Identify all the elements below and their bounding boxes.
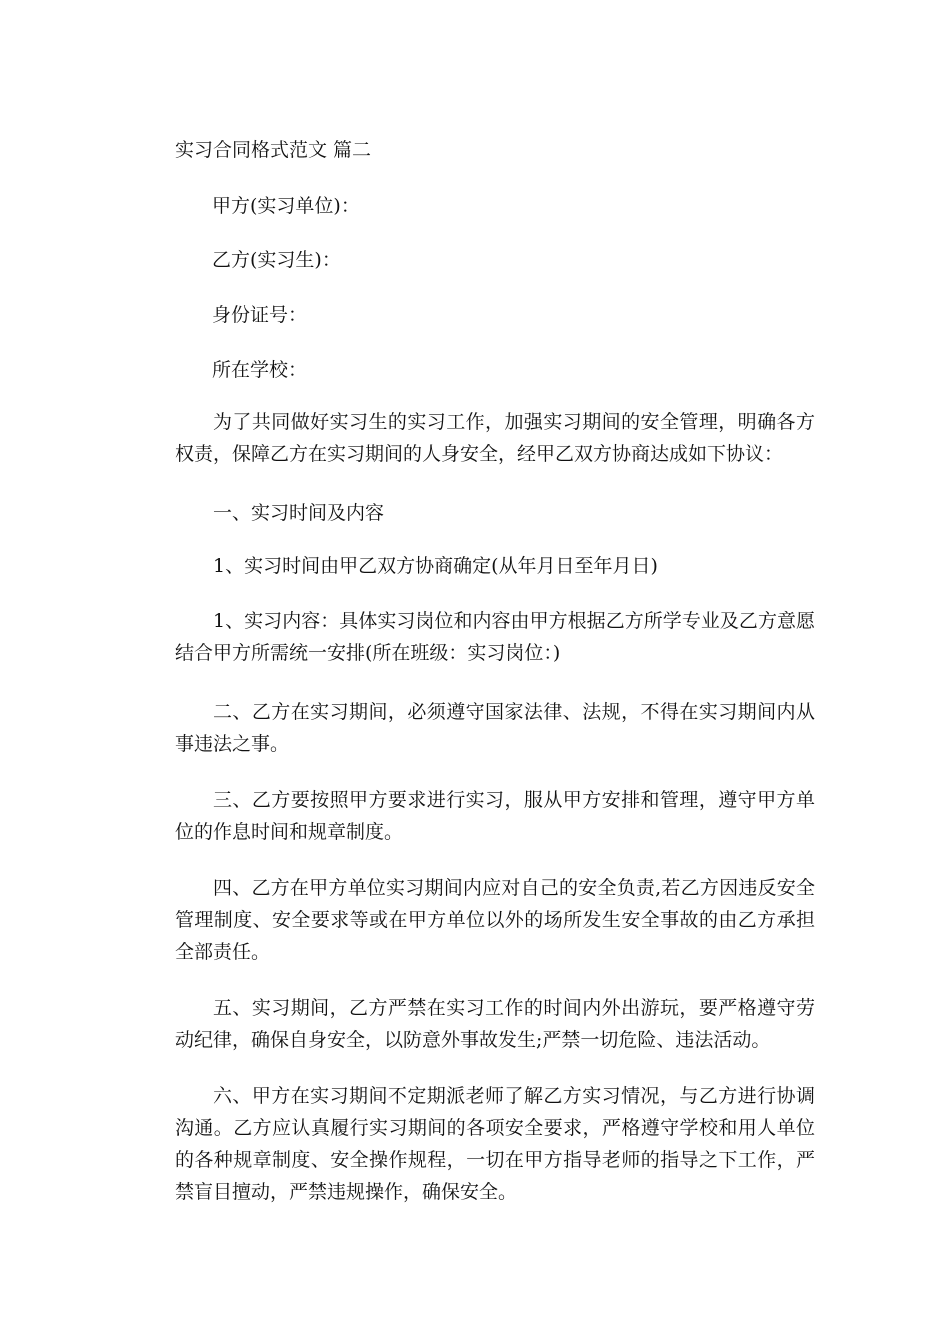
clause-paragraph: 二、乙方在实习期间，必须遵守国家法律、法规，不得在实习期间内从事违法之事。 xyxy=(175,701,815,755)
school-field: 所在学校： xyxy=(212,359,308,381)
section-heading: 一、实习时间及内容 xyxy=(213,502,385,524)
clause-paragraph: 六、甲方在实习期间不定期派老师了解乙方实习情况，与乙方进行协调沟通。乙方应认真履行实习期间的各项安全要求，严格遵守学校和用人单位的各种规章制度、安全操作规程，一切在甲方指导老师的指导之下工作，严禁盲目擅动，严禁违规操作，确保安全。 xyxy=(175,1085,815,1203)
intro-paragraph: 为了共同做好实习生的实习工作，加强实习期间的安全管理，明确各方权责，保障乙方在实习期间的人身安全，经甲乙双方协商达成如下协议： xyxy=(175,411,815,465)
clause-paragraph: 四、乙方在甲方单位实习期间内应对自己的安全负责,若乙方因违反安全管理制度、安全要求等或在甲方单位以外的场所发生安全事故的由乙方承担全部责任。 xyxy=(175,877,815,963)
clause-paragraph: 三、乙方要按照甲方要求进行实习，服从甲方安排和管理，遵守甲方单位的作息时间和规章制度。 xyxy=(175,789,815,843)
party-a-field: 甲方(实习单位)： xyxy=(212,195,360,217)
clause-paragraph: 五、实习期间，乙方严禁在实习工作的时间内外出游玩，要严格遵守劳动纪律，确保自身安全，以防意外事故发生;严禁一切危险、违法活动。 xyxy=(175,997,815,1051)
clause-paragraph: 1、实习时间由甲乙双方协商确定(从年月日至年月日) xyxy=(213,555,658,577)
party-b-field: 乙方(实习生)： xyxy=(212,249,341,271)
clause-paragraph: 1、实习内容：具体实习岗位和内容由甲方根据乙方所学专业及乙方意愿结合甲方所需统一安排(所在班级：实习岗位：) xyxy=(175,610,815,664)
document-title: 实习合同格式范文 篇二 xyxy=(175,139,372,161)
id-number-field: 身份证号： xyxy=(212,304,308,326)
